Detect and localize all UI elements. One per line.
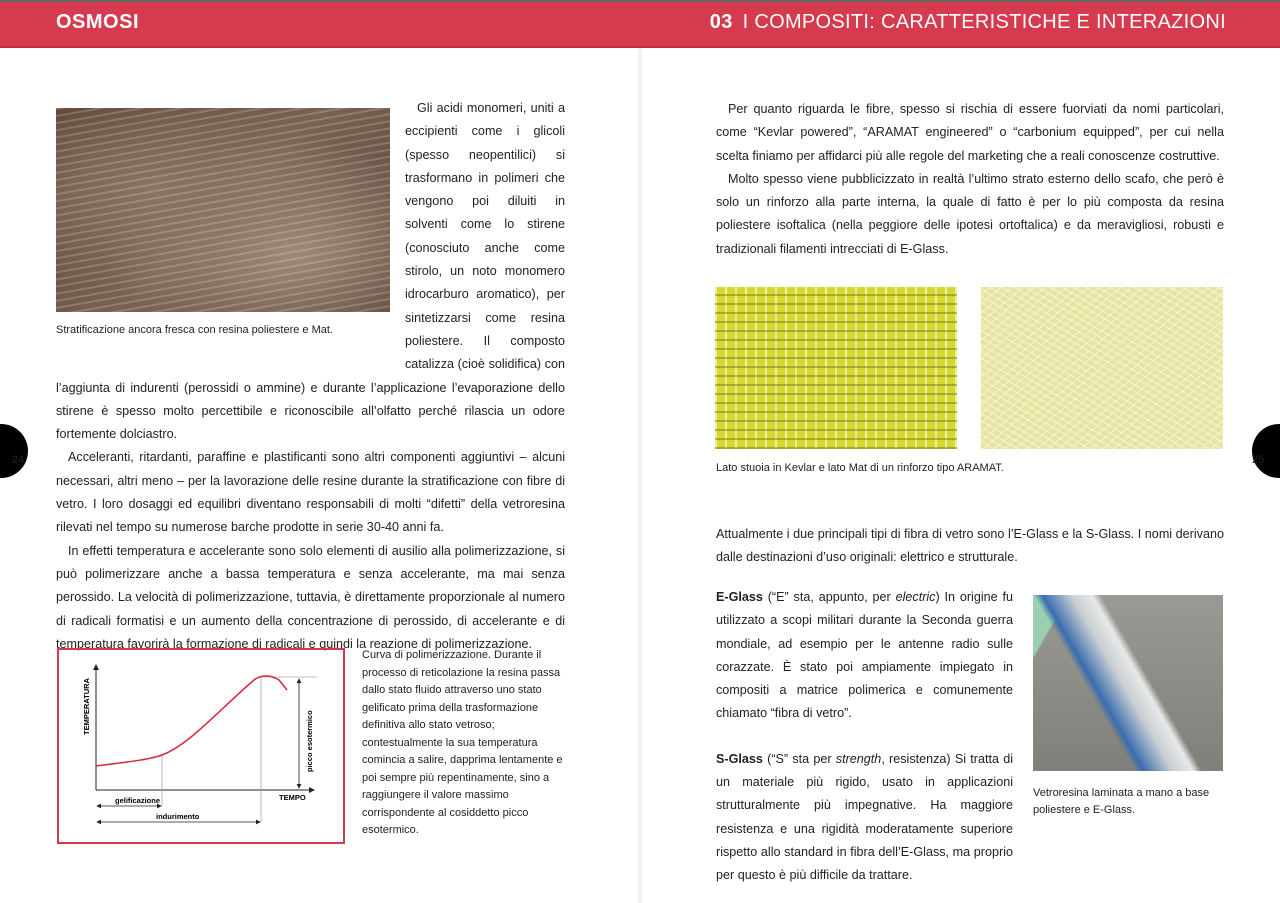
spine-gutter [638,48,642,903]
kevlar-fabric-photo [715,287,957,449]
chapter-number: 03 [709,11,733,33]
running-header [0,2,1280,48]
text-run: ) In origine fu utilizzato a scopi militari durante la Seconda guerra mondiale, ad esempio per le antenne radio sulle corazzate. È stato poi ampiamente impiegato in compositi a matrice polimerica e comunemente chiamato “fibra di vetro”. [716,590,1013,721]
peak-label: picco esotermico [305,710,314,772]
gelation-label: gelificazione [115,796,161,805]
x-axis-label: TEMPO [279,793,306,802]
fibers-caption: Lato stuoia in Kevlar e lato Mat di un rinforzo tipo ARAMAT. [716,462,1004,474]
polymerization-curve-diagram [57,648,345,844]
right-body-text-top [716,98,1224,261]
float-spacer [56,97,405,371]
paragraph: Gli acidi monomeri, uniti a eccipienti come i glicoli (spesso neopentilici) si trasformano in polimeri che vengono poi diluiti in solventi come lo stirene (conosciuto anche come stirolo, un noto monomero idrocarburo aromatico), per sintetizzarsi come resina poliestere. Il composto catalizza (cioè solidifica) con l’aggiunta di indurenti (perossidi o ammine) e durante l’applicazione l’evaporazione dello stirene è spesso molto percettibile e riconoscibile all’olfatto perché rilascia un odore fortemente dolciastro. [56,101,565,442]
text-run-italic: strength [835,751,882,766]
paragraph: Molto spesso viene pubblicizzato in realtà l’ultimo strato esterno dello scafo, che però è solo un rinforzo alla parte interna, la quale di fatto è per lo più composta da resina poliestere isoftalica (nella peggiore delle ipotesi ortoftalica) e da meravigliosi, robusti e tradizionali filamenti intrecciati di E-Glass. [716,171,1224,256]
mat-fabric-photo [981,287,1223,449]
paragraph: In effetti temperatura e accelerante sono solo elementi di ausilio alla polimerizzazione, si può polimerizzare anche a bassa temperatura e senza accelerante, ma mai senza perossido. La velocità di polimerizzazione, tuttavia, è direttamente proporzionale al numero di radicali formatisi e un aumento della concentrazione di perossido, di accelerante e di temperatura favorirà la formazione di radicali e quindi la reazione di polimerizzazione. [56,543,565,651]
text-run-italic: electric [895,590,936,604]
paragraph: Attualmente i due principali tipi di fibra di vetro sono l’E-Glass e la S-Glass. I nomi derivano dalle destinazioni d’uso originali: elettrico e strutturale. [716,527,1224,565]
paragraph: Per quanto riguarda le fibre, spesso si rischia di essere fuorviati da nomi particolari, come “Kevlar powered”, “ARAMAT engineered” o “carbonium equipped”, per cui nella scelta finiamo per affidarci più alle regole del marketing che a reali conoscenze costruttive. [716,102,1224,163]
sglass-paragraph [716,748,1013,888]
chapter-heading [710,11,1226,34]
hardening-label: indurimento [156,812,200,821]
resin-photo-caption: Stratificazione ancora fresca con resina poliestere e Mat. [56,324,333,336]
y-axis-label: TEMPERATURA [82,678,91,735]
text-run: , resistenza) Si tratta di un materiale più rigido, usato in applicazioni strutturalmente più impegnative. Ha maggiore resistenza e una rigidità moderatamente superiore rispetto allo standard in fibra dell’E-Glass, ma proprio per questo è più difficile da trattare. [716,751,1013,883]
intro-text [716,523,1224,570]
laminate-photo [1033,595,1223,771]
paragraph: Acceleranti, ritardanti, paraffine e plastificanti sono altri componenti aggiuntivi – alcuni necessari, altri meno – per la lavorazione delle resine durante la stratificazione con fibre di vetro. I loro dosaggi ed equilibri diventano responsabili di molti “difetti” della vetroresina rilevati nel tempo su numerose barche prodotte in serie 30-40 anni fa. [56,450,565,535]
temperature-curve [96,676,287,766]
eglass-term: E-Glass [716,590,763,604]
eglass-paragraph [716,586,1013,726]
sglass-term: S-Glass [716,751,763,766]
page-edge-tab-left [0,424,28,478]
glass-types-text [716,586,1013,888]
page-number-left: 24 [12,454,25,466]
page-edge-tab-right [1252,424,1280,478]
text-run: (“S” sta per [762,751,836,766]
diagram-caption: Curva di polimerizzazione. Durante il processo di reticolazione la resina passa dallo stato fluido attraverso uno stato gelificato prima della trasformazione definitiva allo stato vetroso; contestualmente la sua temperatura comincia a salire, dapprima lentamente e poi sempre più repentinamente, sino a raggiungere il valore massimo corrispondente al cosiddetto picco esotermico. [362,649,563,836]
text-run: (“E” sta, appunto, per [762,590,896,604]
curve-svg [59,650,343,842]
chapter-title: I COMPOSITI: CARATTERISTICHE E INTERAZIONI [742,11,1226,33]
page-number-right: 25 [1252,454,1265,466]
laminate-photo-caption: Vetroresina laminata a mano a base poliestere e E-Glass. [1033,787,1210,816]
book-title: OSMOSI [56,11,140,33]
left-body-text [56,97,565,656]
